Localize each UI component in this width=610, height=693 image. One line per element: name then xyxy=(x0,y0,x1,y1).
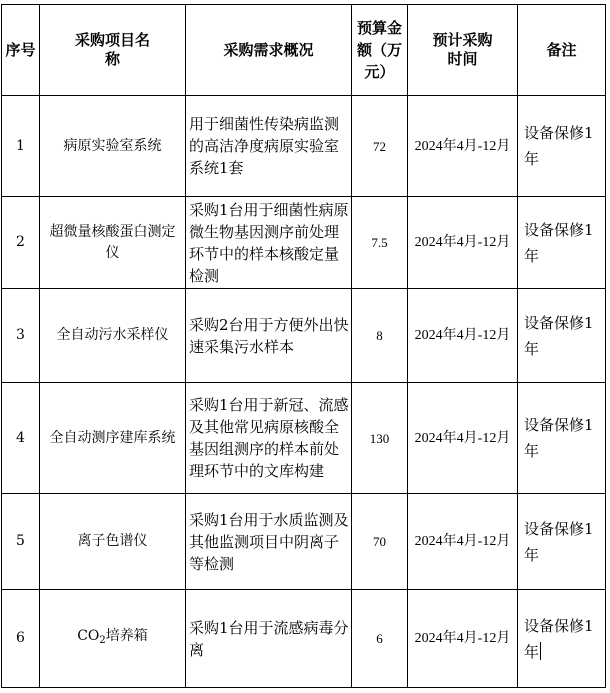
row-remark: 设备保修1年 xyxy=(518,494,606,590)
row-remark: 设备保修1年 xyxy=(518,383,606,494)
row-demand: 采购2台用于方便外出快速采集污水样本 xyxy=(186,289,352,383)
name-rest: 培养箱 xyxy=(105,628,148,644)
row-demand: 采购1台用于细菌性病原微生物基因测序前处理环节中的样本核酸定量检测 xyxy=(186,197,352,289)
row-remark-text: 设备保修1年 xyxy=(524,616,594,661)
row-remark[interactable] xyxy=(518,590,606,688)
row-demand: 用于细菌性传染病监测的高洁净度病原实验室系统1套 xyxy=(186,96,352,197)
row-time: 2024年4月-12月 xyxy=(408,96,518,197)
row-seq: 6 xyxy=(2,590,40,688)
text-cursor xyxy=(540,642,541,660)
name-subscript: 2 xyxy=(99,635,106,646)
row-demand: 采购1台用于流感病毒分离 xyxy=(186,590,352,688)
row-time: 2024年4月-12月 xyxy=(408,289,518,383)
row-remark: 设备保修1年 xyxy=(518,96,606,197)
row-seq: 4 xyxy=(2,383,40,494)
table-row xyxy=(2,197,606,289)
table-row xyxy=(2,383,606,494)
name-co: CO xyxy=(77,628,100,644)
row-time: 2024年4月-12月 xyxy=(408,494,518,590)
row-budget: 130 xyxy=(352,383,408,494)
row-remark: 设备保修1年 xyxy=(518,197,606,289)
row-budget: 72 xyxy=(352,96,408,197)
row-name: 全自动污水采样仪 xyxy=(40,289,186,383)
row-seq: 5 xyxy=(2,494,40,590)
table-row xyxy=(2,590,606,688)
row-time: 2024年4月-12月 xyxy=(408,590,518,688)
row-demand: 采购1台用于新冠、流感及其他常见病原核酸全基因组测序的样本前处理环节中的文库构建 xyxy=(186,383,352,494)
header-budget: 预算金额（万元） xyxy=(352,5,408,96)
row-seq: 2 xyxy=(2,197,40,289)
table-row xyxy=(2,289,606,383)
row-budget: 7.5 xyxy=(352,197,408,289)
row-name: 病原实验室系统 xyxy=(40,96,186,197)
row-name: 超微量核酸蛋白测定仪 xyxy=(40,197,186,289)
header-demand: 采购需求概况 xyxy=(186,5,352,96)
row-seq: 1 xyxy=(2,96,40,197)
header-time: 预计采购时间 xyxy=(408,5,518,96)
row-time: 2024年4月-12月 xyxy=(408,383,518,494)
header-row xyxy=(2,5,606,96)
header-remark: 备注 xyxy=(518,5,606,96)
row-demand: 采购1台用于水质监测及其他监测项目中阴离子等检测 xyxy=(186,494,352,590)
row-name: 离子色谱仪 xyxy=(40,494,186,590)
header-name: 采购项目名称 xyxy=(40,5,186,96)
row-budget: 8 xyxy=(352,289,408,383)
procurement-table xyxy=(1,4,606,688)
row-name xyxy=(40,590,186,688)
header-seq: 序号 xyxy=(2,5,40,96)
row-remark: 设备保修1年 xyxy=(518,289,606,383)
row-name: 全自动测序建库系统 xyxy=(40,383,186,494)
row-seq: 3 xyxy=(2,289,40,383)
table-row xyxy=(2,494,606,590)
row-time: 2024年4月-12月 xyxy=(408,197,518,289)
row-budget: 6 xyxy=(352,590,408,688)
row-budget: 70 xyxy=(352,494,408,590)
table-row xyxy=(2,96,606,197)
